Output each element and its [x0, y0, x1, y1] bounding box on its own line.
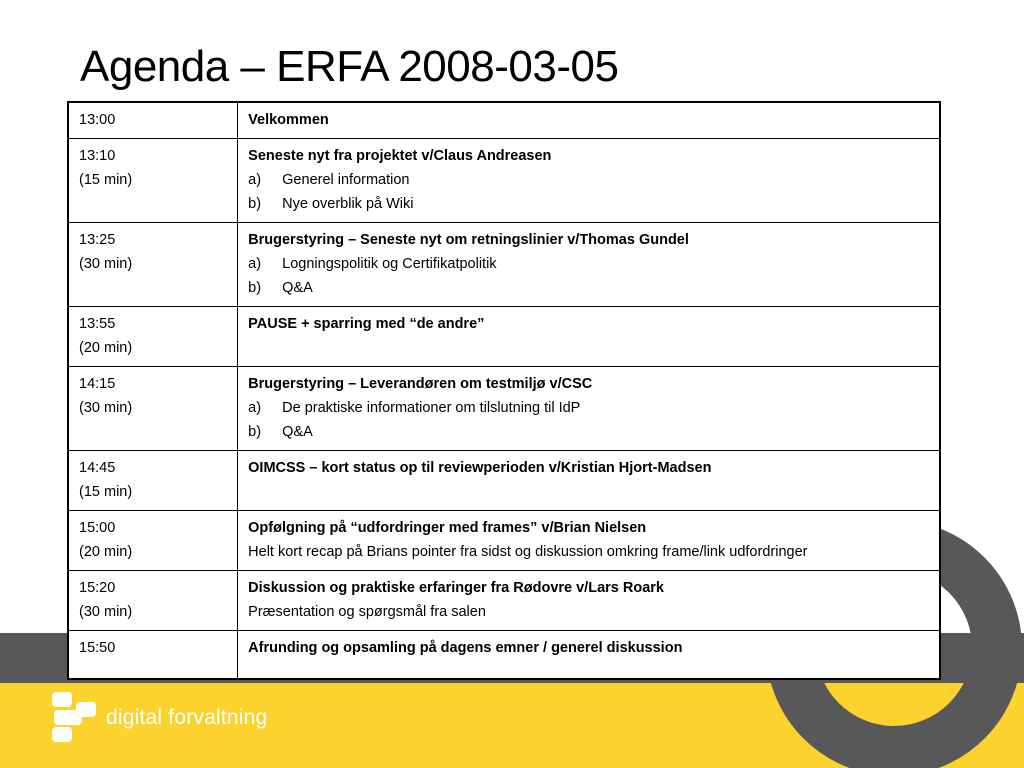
- agenda-row: [68, 307, 940, 367]
- agenda-subitem: [248, 276, 929, 300]
- subitem-text: Nye overblik på Wiki: [282, 196, 414, 212]
- agenda-time: 14:45: [79, 460, 116, 476]
- subitem-text: Q&A: [282, 424, 313, 440]
- agenda-topic-title: Seneste nyt fra projektet v/Claus Andreasen: [248, 148, 552, 164]
- agenda-duration: (30 min): [79, 400, 133, 416]
- agenda-row: [68, 511, 940, 571]
- agenda-row: [68, 367, 940, 451]
- agenda-topic-title: PAUSE + sparring med “de andre”: [248, 316, 485, 332]
- agenda-topic-cell: [238, 102, 940, 139]
- subitem-marker: a): [248, 172, 262, 188]
- agenda-duration: (30 min): [79, 256, 133, 272]
- agenda-row: [68, 102, 940, 139]
- page-title: Agenda – ERFA 2008-03-05: [80, 42, 619, 91]
- logo-mark-icon: [52, 692, 98, 742]
- digital-forvaltning-logo: [52, 692, 292, 742]
- agenda-time: 13:10: [79, 148, 116, 164]
- agenda-time: 13:00: [79, 112, 116, 128]
- agenda-topic-cell: [238, 139, 940, 223]
- agenda-duration: (20 min): [79, 340, 133, 356]
- agenda-topic-title: Velkommen: [248, 112, 329, 128]
- agenda-time: 13:55: [79, 316, 116, 332]
- agenda-time: 15:00: [79, 520, 116, 536]
- agenda-time: 15:20: [79, 580, 116, 596]
- agenda-duration: (30 min): [79, 604, 133, 620]
- agenda-topic-title: Diskussion og praktiske erfaringer fra Rødovre v/Lars Roark: [248, 580, 664, 596]
- logo-text: digital forvaltning: [106, 706, 268, 729]
- agenda-topic-note: Præsentation og spørgsmål fra salen: [248, 604, 486, 620]
- agenda-topic-title: Afrunding og opsamling på dagens emner / generel diskussion: [248, 640, 683, 656]
- agenda-time-cell: [68, 139, 238, 223]
- agenda-topic-title: Brugerstyring – Seneste nyt om retningslinier v/Thomas Gundel: [248, 232, 689, 248]
- agenda-row: [68, 631, 940, 679]
- agenda-time: 14:15: [79, 376, 116, 392]
- agenda-time-cell: [68, 571, 238, 631]
- agenda-topic-title: Opfølgning på “udfordringer med frames” v/Brian Nielsen: [248, 520, 647, 536]
- agenda-time: 15:50: [79, 640, 116, 656]
- subitem-marker: b): [248, 280, 262, 296]
- agenda-topic-cell: [238, 451, 940, 511]
- agenda-time-cell: [68, 102, 238, 139]
- agenda-duration: (15 min): [79, 172, 133, 188]
- agenda-time-cell: [68, 367, 238, 451]
- agenda-time-cell: [68, 511, 238, 571]
- agenda-topic-title: OIMCSS – kort status op til reviewperioden v/Kristian Hjort-Madsen: [248, 460, 712, 476]
- agenda-table: [67, 101, 941, 680]
- agenda-subitem: [248, 192, 929, 216]
- agenda-row: [68, 223, 940, 307]
- agenda-row: [68, 451, 940, 511]
- agenda-subitem: [248, 168, 929, 192]
- subitem-text: Q&A: [282, 280, 313, 296]
- agenda-row: [68, 571, 940, 631]
- subitem-marker: b): [248, 196, 262, 212]
- subitem-marker: b): [248, 424, 262, 440]
- agenda-topic-note: Helt kort recap på Brians pointer fra sidst og diskussion omkring frame/link udfordringer: [248, 544, 808, 560]
- subitem-marker: a): [248, 400, 262, 416]
- subitem-marker: a): [248, 256, 262, 272]
- agenda-duration: (20 min): [79, 544, 133, 560]
- subitem-text: Logningspolitik og Certifikatpolitik: [282, 256, 497, 272]
- agenda-duration: (15 min): [79, 484, 133, 500]
- subitem-text: Generel information: [282, 172, 410, 188]
- agenda-topic-cell: [238, 223, 940, 307]
- agenda-time-cell: [68, 631, 238, 679]
- agenda-topic-title: Brugerstyring – Leverandøren om testmiljø v/CSC: [248, 376, 593, 392]
- agenda-subitem: [248, 420, 929, 444]
- agenda-topic-cell: [238, 307, 940, 367]
- agenda-topic-cell: [238, 511, 940, 571]
- agenda-time-cell: [68, 451, 238, 511]
- agenda-topic-cell: [238, 367, 940, 451]
- agenda-row: [68, 139, 940, 223]
- agenda-time: 13:25: [79, 232, 116, 248]
- agenda-topic-cell: [238, 571, 940, 631]
- agenda-time-cell: [68, 307, 238, 367]
- agenda-subitem: [248, 396, 929, 420]
- agenda-subitem: [248, 252, 929, 276]
- agenda-topic-cell: [238, 631, 940, 679]
- agenda-time-cell: [68, 223, 238, 307]
- subitem-text: De praktiske informationer om tilslutning til IdP: [282, 400, 581, 416]
